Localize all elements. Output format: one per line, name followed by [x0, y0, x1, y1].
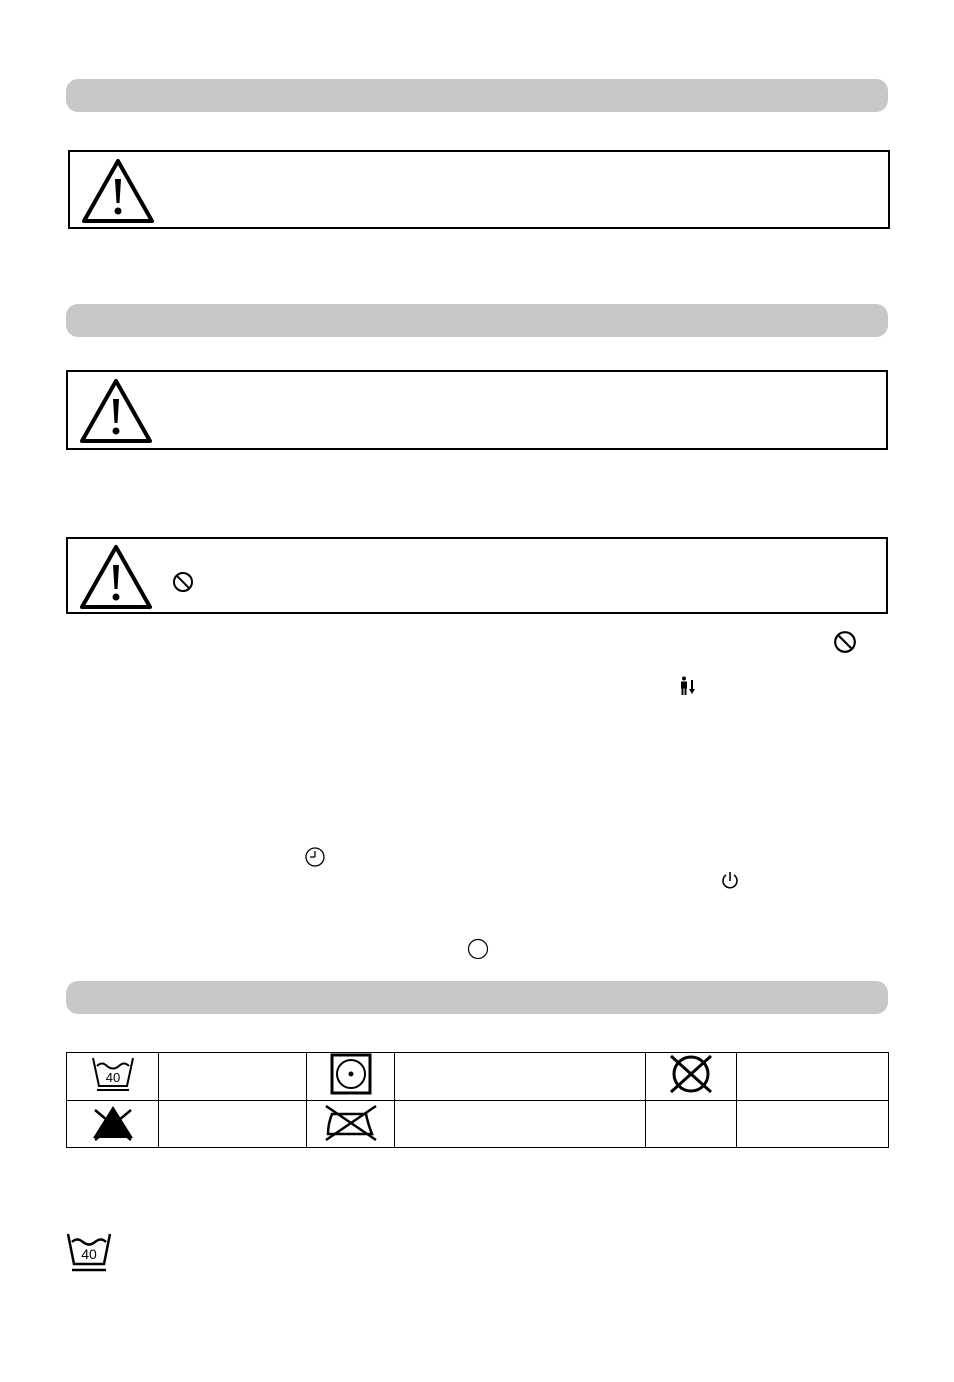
circle-icon [467, 938, 489, 960]
no-ironing-icon [322, 1102, 380, 1142]
table-cell [67, 1053, 159, 1101]
care-symbols-table [66, 1052, 889, 1148]
clock-icon [304, 846, 326, 868]
warning-triangle-icon [78, 377, 154, 445]
section-header-bar-1 [66, 79, 888, 112]
no-bleach-icon [89, 1102, 137, 1142]
prohibited-icon [172, 571, 194, 593]
no-dry-clean-icon [667, 1053, 715, 1095]
warning-triangle-icon [80, 157, 156, 225]
table-row [67, 1053, 889, 1101]
warning-box-1 [68, 150, 890, 229]
warning-triangle-icon [78, 543, 154, 611]
table-cell [737, 1101, 889, 1148]
table-cell [737, 1053, 889, 1101]
table-cell [159, 1101, 307, 1148]
person-temperature-icon [679, 676, 697, 696]
table-cell [395, 1101, 646, 1148]
table-cell [307, 1053, 395, 1101]
wash-temp-label: 40 [105, 1070, 120, 1085]
tumble-dry-icon [329, 1053, 373, 1095]
table-cell [646, 1101, 737, 1148]
table-cell [159, 1053, 307, 1101]
power-icon [720, 870, 740, 892]
warning-box-2 [66, 370, 888, 450]
table-cell [307, 1101, 395, 1148]
table-row [67, 1101, 889, 1148]
wash-40-icon [64, 1230, 114, 1276]
section-header-bar-2 [66, 304, 888, 337]
warning-box-3 [66, 537, 888, 614]
table-cell [395, 1053, 646, 1101]
table-cell [67, 1101, 159, 1148]
prohibited-icon [833, 630, 857, 654]
section-header-bar-3 [66, 981, 888, 1014]
table-cell [646, 1053, 737, 1101]
bottom-wash-temp-label: 40 [81, 1246, 97, 1262]
wash-40-icon [89, 1054, 137, 1094]
